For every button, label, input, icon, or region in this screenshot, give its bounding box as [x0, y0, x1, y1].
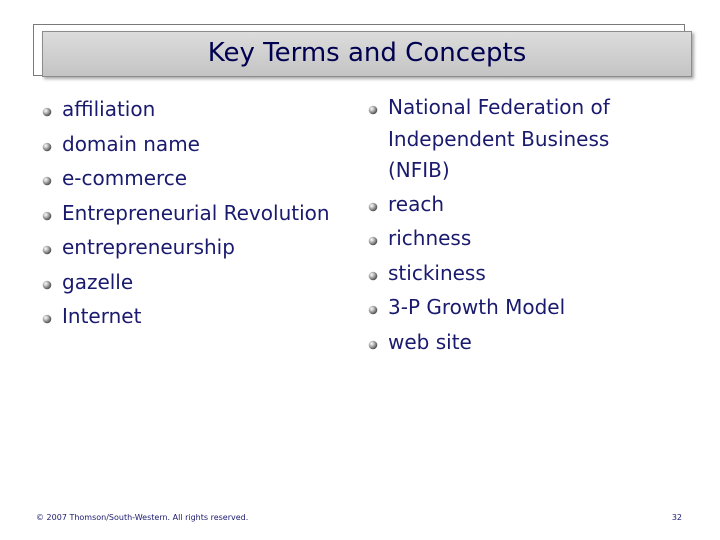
list-item: [368, 256, 668, 291]
ball-bullet-icon: [42, 211, 52, 221]
list-item: [42, 161, 362, 196]
term-text: affiliation: [62, 97, 156, 121]
term-text: e-commerce: [62, 166, 188, 190]
term-text: Entrepreneurial Revolution: [62, 200, 330, 225]
term-text: web site: [388, 329, 472, 354]
term-text: richness: [388, 226, 472, 250]
list-item: [42, 127, 362, 162]
list-item: [42, 299, 362, 334]
ball-bullet-icon: [42, 280, 52, 290]
term-text: reach: [388, 191, 445, 216]
list-item: [368, 325, 668, 360]
ball-bullet-icon: [368, 105, 378, 115]
list-item: [368, 290, 668, 325]
title-bar: [42, 31, 692, 77]
list-item: [42, 92, 362, 127]
list-item: [42, 265, 362, 300]
ball-bullet-icon: [368, 202, 378, 212]
term-text: Internet: [62, 304, 142, 328]
ball-bullet-icon: [42, 176, 52, 186]
term-text: entrepreneurship: [62, 235, 235, 259]
term-text: stickiness: [388, 260, 486, 285]
ball-bullet-icon: [368, 305, 378, 315]
slide-title: Key Terms and Concepts: [207, 38, 527, 68]
ball-bullet-icon: [42, 142, 52, 152]
right-term-list: [368, 92, 668, 359]
term-text: gazelle: [62, 269, 134, 294]
ball-bullet-icon: [42, 245, 52, 255]
list-item: [368, 92, 668, 187]
ball-bullet-icon: [368, 236, 378, 246]
left-term-list: [42, 92, 362, 334]
list-item: [42, 230, 362, 265]
list-item: [368, 187, 668, 222]
term-text: National Federation of Independent Business (NFIB): [388, 95, 610, 182]
ball-bullet-icon: [42, 314, 52, 324]
copyright-footer: © 2007 Thomson/South-Western. All rights reserved.: [36, 513, 249, 522]
list-item: [42, 196, 362, 231]
ball-bullet-icon: [368, 340, 378, 350]
ball-bullet-icon: [42, 107, 52, 117]
page-number: 32: [671, 513, 682, 522]
term-text: 3-P Growth Model: [388, 295, 566, 319]
term-text: domain name: [62, 131, 200, 156]
list-item: [368, 221, 668, 256]
ball-bullet-icon: [368, 271, 378, 281]
